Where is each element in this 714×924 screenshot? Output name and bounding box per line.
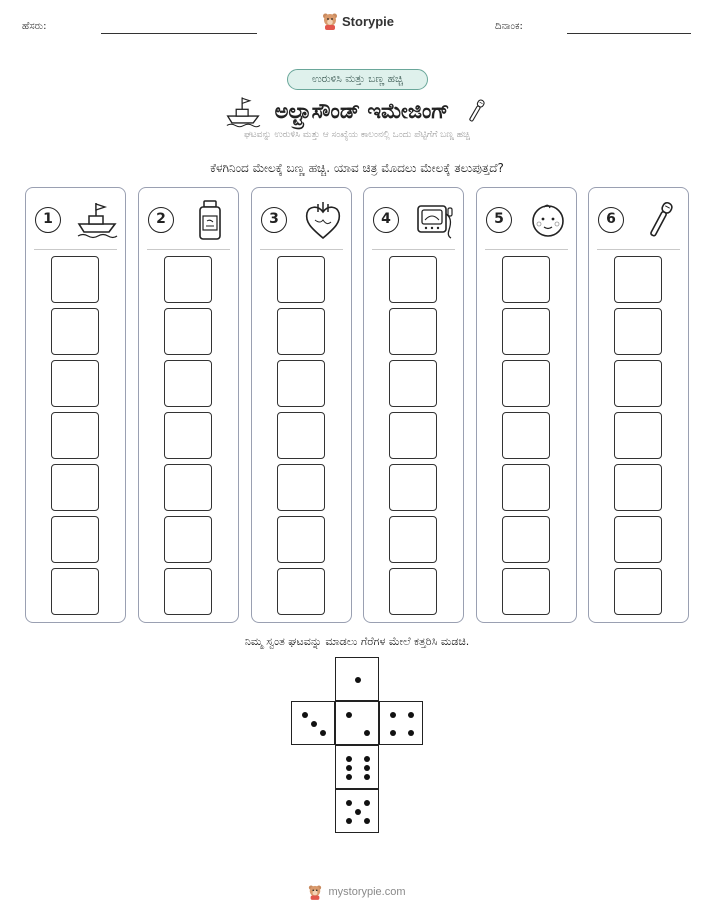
color-box[interactable]: [51, 568, 99, 615]
ultrasound-machine-icon: [413, 200, 457, 240]
column-divider: [34, 249, 117, 250]
die-pip: [364, 730, 370, 736]
die-pip: [346, 765, 352, 771]
color-box[interactable]: [614, 256, 662, 303]
color-box[interactable]: [51, 412, 99, 459]
die-pip: [355, 809, 361, 815]
color-box[interactable]: [614, 308, 662, 355]
die-pip: [355, 677, 361, 683]
color-box[interactable]: [502, 256, 550, 303]
page-title: ಅಲ್ಟ್ರಾಸೌಂಡ್ ಇಮೇಜಿಂಗ್: [274, 98, 450, 123]
color-box[interactable]: [164, 412, 212, 459]
color-box[interactable]: [164, 464, 212, 511]
die-face-1: [335, 657, 379, 701]
column-number: 1: [35, 207, 61, 233]
column-divider: [372, 249, 455, 250]
column-divider: [597, 249, 680, 250]
color-box[interactable]: [164, 256, 212, 303]
color-box[interactable]: [51, 256, 99, 303]
baby-face-icon: [526, 200, 570, 240]
bear-mascot-icon: [308, 884, 322, 900]
color-box[interactable]: [277, 308, 325, 355]
color-box[interactable]: [389, 308, 437, 355]
footer-url: mystorypie.com: [328, 886, 406, 898]
column-divider: [147, 249, 230, 250]
color-box[interactable]: [51, 360, 99, 407]
die-pip: [320, 730, 326, 736]
column-number: 3: [261, 207, 287, 233]
color-box[interactable]: [277, 360, 325, 407]
date-label: ದಿನಾಂಕ:: [495, 21, 523, 32]
color-box[interactable]: [277, 516, 325, 563]
column-1: [25, 187, 126, 623]
color-box[interactable]: [389, 568, 437, 615]
column-6: [588, 187, 689, 623]
color-box[interactable]: [51, 308, 99, 355]
die-pip: [408, 712, 414, 718]
die-face-2: [335, 701, 379, 745]
footer: [0, 884, 714, 900]
color-box[interactable]: [164, 516, 212, 563]
color-box[interactable]: [164, 568, 212, 615]
color-box[interactable]: [502, 308, 550, 355]
color-box[interactable]: [614, 516, 662, 563]
die-pip: [390, 712, 396, 718]
die-pip: [364, 774, 370, 780]
color-box[interactable]: [51, 464, 99, 511]
color-box[interactable]: [502, 568, 550, 615]
ultrasound-probe-icon: [638, 200, 682, 240]
die-face-5: [335, 789, 379, 833]
instructions-subtitle: ಘಟವನ್ನು ಉರುಳಿಸಿ ಮತ್ತು ಆ ಸಂಖ್ಯೆಯ ಕಾಲಂನಲ್ಲಿ ಒಂದು ಪೆಟ್ಟಿಗೆಗೆ ಬಣ್ಣ ಹಚ್ಚಿ: [244, 130, 470, 140]
color-box[interactable]: [502, 464, 550, 511]
title-row: [0, 91, 714, 131]
gel-bottle-icon: [188, 200, 232, 240]
column-number: 5: [486, 207, 512, 233]
column-number: 6: [598, 207, 624, 233]
color-box[interactable]: [502, 516, 550, 563]
die-pip: [408, 730, 414, 736]
color-box[interactable]: [277, 256, 325, 303]
boat-icon: [223, 94, 263, 128]
color-box[interactable]: [389, 256, 437, 303]
name-field-line[interactable]: [101, 33, 257, 34]
date-field-line[interactable]: [567, 33, 691, 34]
ultrasound-probe-icon: [461, 91, 491, 131]
color-box[interactable]: [389, 516, 437, 563]
color-box[interactable]: [614, 568, 662, 615]
color-box[interactable]: [389, 360, 437, 407]
color-box[interactable]: [277, 412, 325, 459]
die-face-6: [335, 745, 379, 789]
heart-icon: [301, 200, 345, 240]
brand-name: Storypie: [342, 13, 395, 29]
color-box[interactable]: [502, 412, 550, 459]
die-pip: [346, 756, 352, 762]
die-pip: [346, 774, 352, 780]
die-pip: [346, 818, 352, 824]
color-box[interactable]: [164, 360, 212, 407]
die-pip: [346, 712, 352, 718]
die-pip: [364, 765, 370, 771]
column-divider: [260, 249, 343, 250]
color-box[interactable]: [164, 308, 212, 355]
color-box[interactable]: [51, 516, 99, 563]
color-box[interactable]: [614, 360, 662, 407]
die-pip: [364, 756, 370, 762]
color-box[interactable]: [502, 360, 550, 407]
column-divider: [485, 249, 568, 250]
die-pip: [346, 800, 352, 806]
color-box[interactable]: [389, 464, 437, 511]
activity-type-pill: ಉರುಳಿಸಿ ಮತ್ತು ಬಣ್ಣ ಹಚ್ಚಿ: [287, 69, 428, 90]
die-pip: [302, 712, 308, 718]
column-number: 2: [148, 207, 174, 233]
column-2: [138, 187, 239, 623]
cutout-instruction: ನಿಮ್ಮ ಸ್ವಂತ ಘಟವನ್ನು ಮಾಡಲು ಗೆರೆಗಳ ಮೇಲೆ ಕತ್ತರಿಸಿ ಮಡಚಿ.: [244, 635, 470, 648]
die-pip: [311, 721, 317, 727]
column-4: [363, 187, 464, 623]
color-box[interactable]: [277, 464, 325, 511]
column-3: [251, 187, 352, 623]
die-pip: [390, 730, 396, 736]
color-box[interactable]: [614, 412, 662, 459]
die-pip: [364, 800, 370, 806]
color-box[interactable]: [614, 464, 662, 511]
column-number: 4: [373, 207, 399, 233]
die-face-4: [379, 701, 423, 745]
column-5: [476, 187, 577, 623]
die-face-3: [291, 701, 335, 745]
bear-mascot-icon: [322, 12, 338, 30]
name-label: ಹೆಸರು:: [22, 21, 47, 32]
storypie-logo: [322, 12, 394, 30]
color-box[interactable]: [277, 568, 325, 615]
boat-icon: [75, 200, 119, 240]
question-text: ಕೆಳಗಿನಿಂದ ಮೇಲಕ್ಕೆ ಬಣ್ಣ ಹಚ್ಚಿ. ಯಾವ ಚಿತ್ರ ಮೊದಲು ಮೇಲಕ್ಕೆ ತಲುಪುತ್ತದೆ?: [210, 161, 504, 175]
die-pip: [364, 818, 370, 824]
color-box[interactable]: [389, 412, 437, 459]
